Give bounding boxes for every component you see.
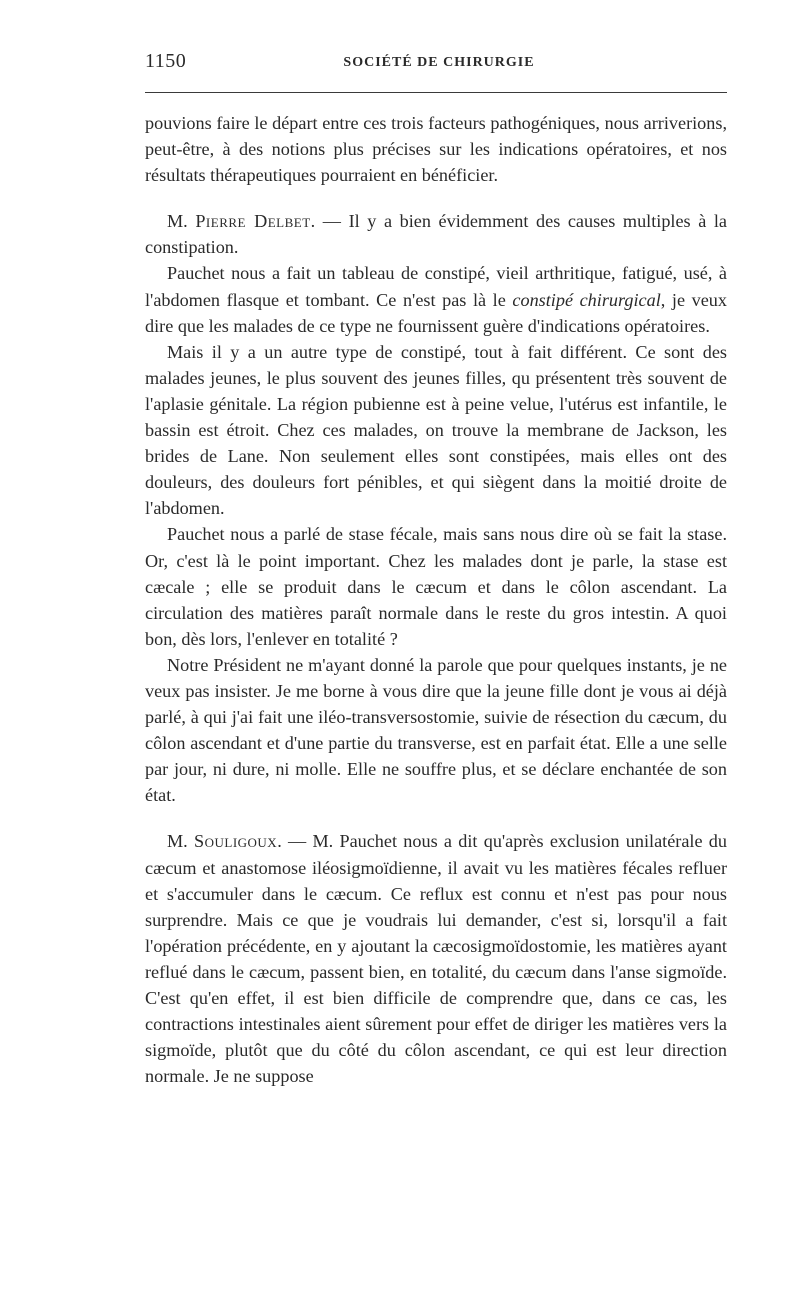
paragraph-gap [145,808,727,828]
paragraph-gap [145,188,727,208]
paragraph-president: Notre Président ne m'ayant donné la parole que pour quelques instants, je ne veux pas insister. Je me borne à vous dire que la jeune fille dont je vous ai déjà parlé, à qui j'ai fait une iléo-transversostomie, suivie de résection du cæcum, du côlon ascendant et d'une partie du transverse, est en parfait état. Elle a une selle par jour, ni dure, ni molle. Elle ne souffre plus, et se déclare enchantée de son état. [145,654,727,806]
paragraph-continuation: pouvions faire le départ entre ces trois facteurs pathogéniques, nous arriverions, peut-être, à des notions plus précises sur les indications opératoires, et nos résultats thérapeutiques pourraient en bénéficier. [145,113,727,186]
speaker-name-souligoux: Souligoux [193,831,278,852]
body-text [145,110,727,1089]
page-number: 1150 [145,50,187,72]
paragraph-autre-type: Mais il y a un autre type de constipé, tout à fait différent. Ce sont des malades jeunes, le plus souvent des jeunes filles, qu présentent très souvent de l'aplasie génitale. La région pubienne est à peine velue, l'utérus est infantile, le bassin est étroit. Chez ces malades, on trouve la membrane de Jackson, les brides de Lane. Non seulement elles sont constipées, mais elles ont des douleurs, des douleurs fort pénibles, et qui siègent dans la moitié droite de l'abdomen. [145,341,727,519]
speaker-text: . — M. Pauchet nous a dit qu'après exclusion unilatérale du cæcum et anastomose iléosigmoïdienne, il avait vu les matières fécales refluer et s'accumuler dans le cæcum. Ce reflux est connu et n'est pas pour nous surprendre. Mais ce que je voudrais lui demander, c'est si, lorsqu'il a fait l'opération précédente, en y ajoutant la cæcosigmoïdostomie, les matières ayant reflué dans le cæcum, passent bien, en totalité, du cæcum dans l'anse sigmoïde. C'est qu'en effet, il est bien difficile de comprendre que, dans ce cas, les contractions intestinales aient sûrement pour effet de diriger les matières vers la sigmoïde, plutôt que du côté du côlon ascendant, ce qui est leur direction normale. Je ne suppose [145,831,727,1087]
paragraph-pauchet-tableau [145,260,727,338]
paragraph-souligoux [145,828,727,1089]
speaker-text: . — Il y a bien évidemment des causes multiples à la constipation. [145,211,728,258]
header-rule [145,92,727,93]
page-header [145,50,727,80]
running-head: SOCIÉTÉ DE CHIRURGIE [343,55,535,70]
speaker-prefix: M. [167,211,196,232]
paragraph-stase-fecale: Pauchet nous a parlé de stase fécale, mais sans nous dire où se fait la stase. Or, c'est là le point important. Chez les malades dont je parle, la stase est cæcale ; elle se produit dans le cæcum et dans le côlon ascendant. La circulation des matières paraît normale dans le reste du gros intestin. A quoi bon, dès lors, l'enlever en totalité ? [145,524,727,649]
paragraph-delbet-intro [145,208,727,260]
emphasis-constipe-chirurgical: constipé chirurgical [512,289,661,310]
speaker-name-delbet: Pierre Delbet [195,211,311,232]
document-page [145,0,727,1289]
paragraph-text: Pauchet nous a fait un tableau de constipé, vieil arthritique, fatigué, usé, à l'abdomen flasque et tombant. Ce n'est pas là le [145,263,727,310]
speaker-prefix: M. [167,831,194,852]
paragraph-text: , je veux dire que les malades de ce type ne fournissent guère d'indications opératoires. [145,289,727,336]
